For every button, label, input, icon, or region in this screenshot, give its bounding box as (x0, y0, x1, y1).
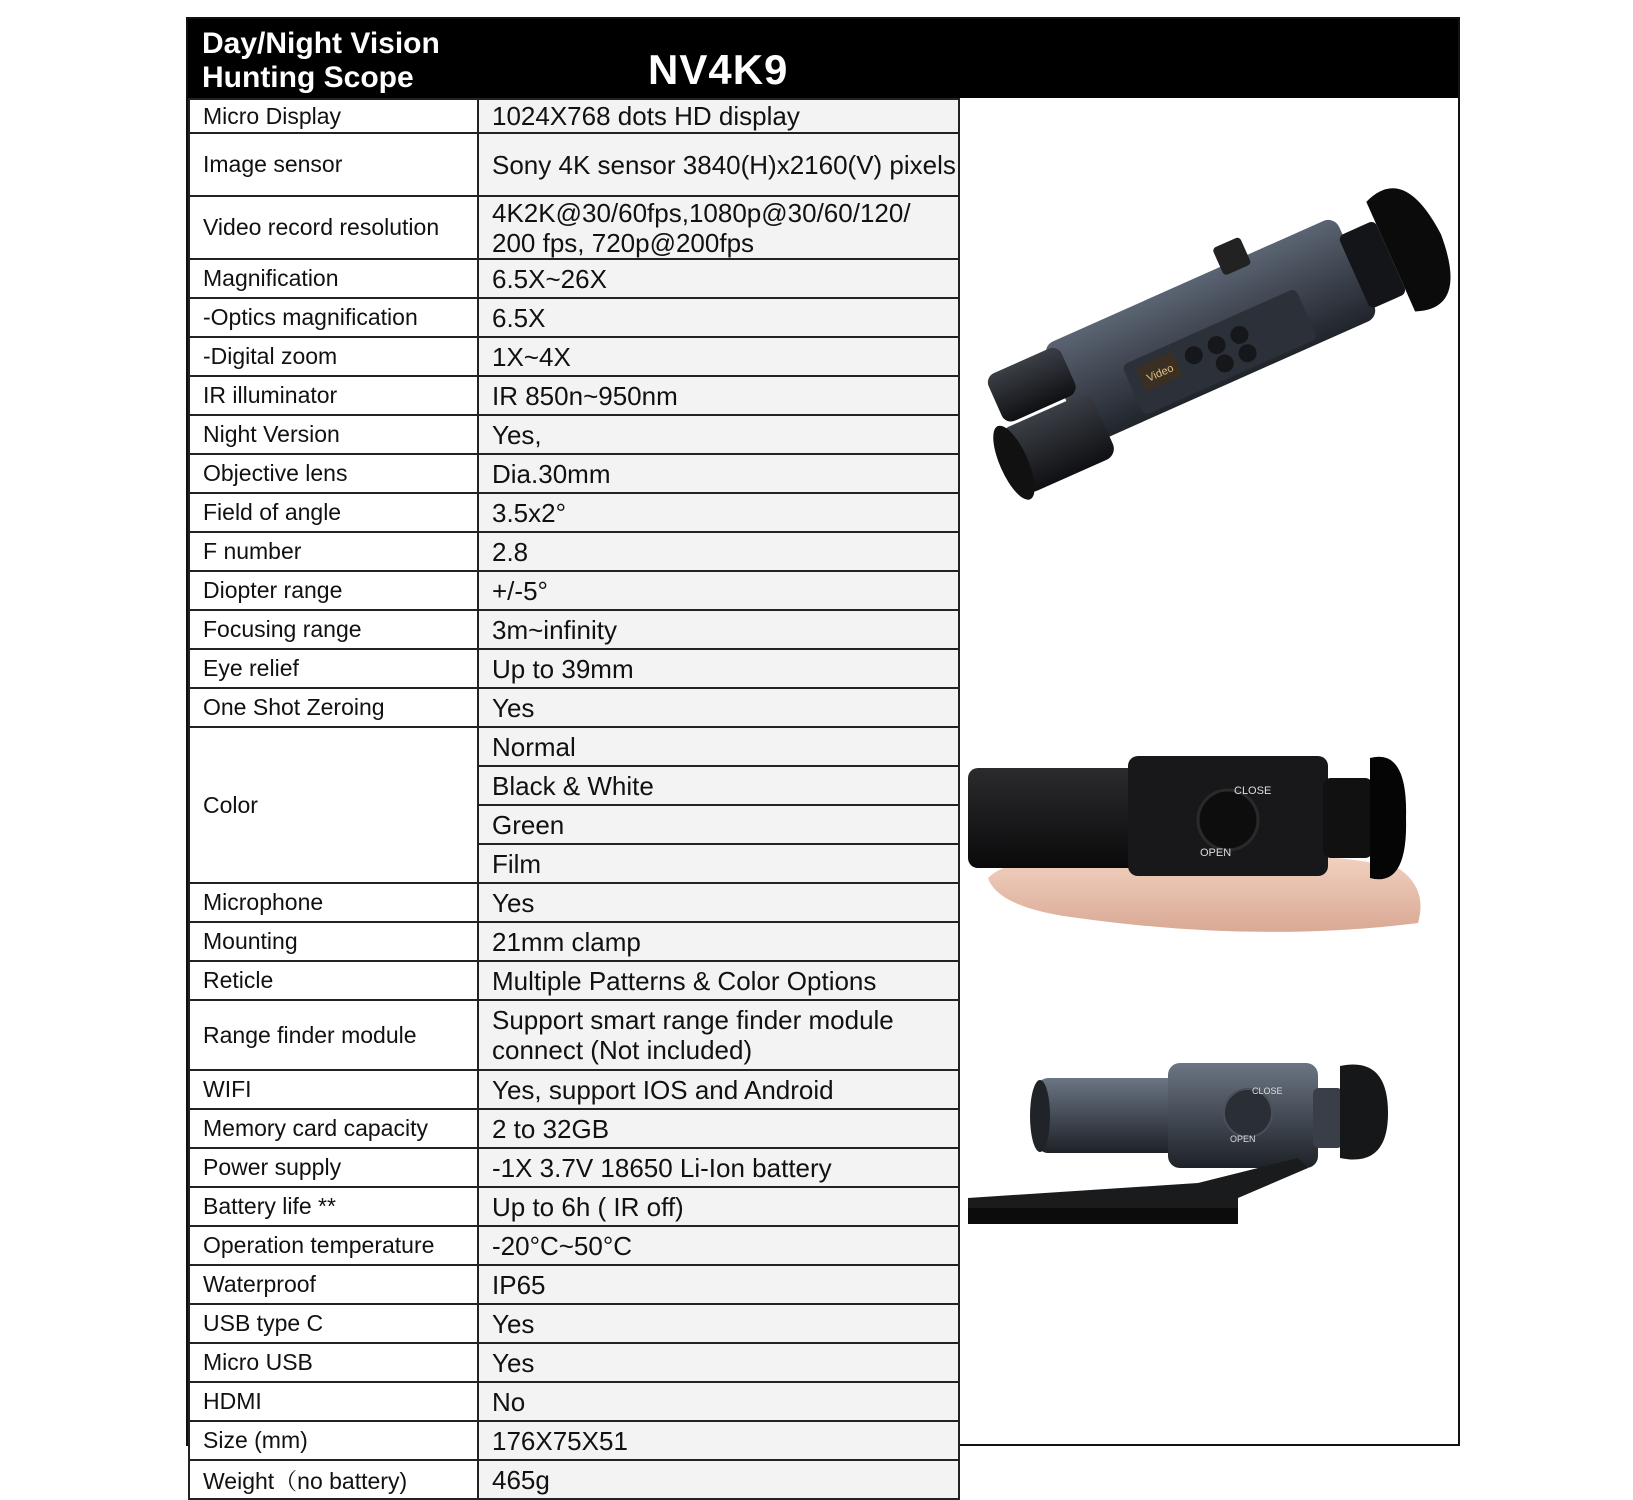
spec-row (189, 1265, 959, 1304)
picatinny-base (968, 1208, 1238, 1224)
dial-close-label: CLOSE (1234, 785, 1272, 797)
spec-label: Color (189, 727, 478, 883)
spec-row (189, 415, 959, 454)
spec-row (189, 532, 959, 571)
spec-label: Image sensor (189, 133, 478, 196)
spec-row (189, 133, 959, 196)
spec-label: Operation temperature (189, 1226, 478, 1265)
spec-label: Waterproof (189, 1265, 478, 1304)
dial-open-label: OPEN (1200, 847, 1232, 859)
spec-row (189, 1304, 959, 1343)
spec-label: Battery life ** (189, 1187, 478, 1226)
lens-barrel (1038, 1078, 1178, 1153)
scope-photo-in-hand (958, 728, 1458, 958)
spec-row-color (189, 727, 959, 766)
spec-value: Up to 6h ( IR off) (478, 1187, 959, 1226)
spec-value-color-option: Green (478, 805, 959, 844)
spec-label: Range finder module (189, 1000, 478, 1070)
spec-label: HDMI (189, 1382, 478, 1421)
product-photos (958, 98, 1458, 1446)
spec-label: Weight（no battery) (189, 1460, 478, 1499)
battery-cap-dial (1198, 790, 1258, 850)
spec-row (189, 259, 959, 298)
spec-row (189, 922, 959, 961)
spec-value: Support smart range finder module connect (Not included) (478, 1000, 959, 1070)
spec-row (189, 1000, 959, 1070)
spec-value: IP65 (478, 1265, 959, 1304)
spec-label: Microphone (189, 883, 478, 922)
spec-row (189, 610, 959, 649)
spec-row (189, 337, 959, 376)
spec-value: Dia.30mm (478, 454, 959, 493)
spec-label: -Optics magnification (189, 298, 478, 337)
spec-value: 1024X768 dots HD display (478, 99, 959, 133)
spec-value: Sony 4K sensor 3840(H)x2160(V) pixels (478, 133, 959, 196)
spec-value: 4K2K@30/60fps,1080p@30/60/120/ 200 fps, 720p@200fps (478, 196, 959, 259)
model-name: NV4K9 (648, 46, 789, 93)
spec-value: 2 to 32GB (478, 1109, 959, 1148)
spec-label: Magnification (189, 259, 478, 298)
spec-value: 21mm clamp (478, 922, 959, 961)
spec-value: -1X 3.7V 18650 Li-Ion battery (478, 1148, 959, 1187)
spec-value: Yes, (478, 415, 959, 454)
spec-label: Power supply (189, 1148, 478, 1187)
spec-label: Video record resolution (189, 196, 478, 259)
spec-label: IR illuminator (189, 376, 478, 415)
spec-value: 176X75X51 (478, 1421, 959, 1460)
spec-label: Focusing range (189, 610, 478, 649)
spec-label: Eye relief (189, 649, 478, 688)
spec-value: Yes, support IOS and Android (478, 1070, 959, 1109)
spec-value: 3m~infinity (478, 610, 959, 649)
spec-sheet (186, 17, 1460, 1495)
spec-row (189, 454, 959, 493)
spec-label: USB type C (189, 1304, 478, 1343)
spec-label: Night Version (189, 415, 478, 454)
spec-label: F number (189, 532, 478, 571)
spec-value-color-option: Normal (478, 727, 959, 766)
spec-row (189, 571, 959, 610)
spec-row (189, 99, 959, 133)
spec-value: IR 850n~950nm (478, 376, 959, 415)
spec-value: Yes (478, 688, 959, 727)
spec-row (189, 1382, 959, 1421)
spec-value: Yes (478, 883, 959, 922)
spec-label: Field of angle (189, 493, 478, 532)
spec-label: Reticle (189, 961, 478, 1000)
spec-label: Micro Display (189, 99, 478, 133)
spec-label: Size (mm) (189, 1421, 478, 1460)
lens-barrel (968, 768, 1138, 868)
spec-row (189, 1460, 959, 1499)
spec-row (189, 1070, 959, 1109)
spec-row (189, 298, 959, 337)
spec-value: 1X~4X (478, 337, 959, 376)
spec-value: -20°C~50°C (478, 1226, 959, 1265)
spec-row (189, 1226, 959, 1265)
spec-label: Mounting (189, 922, 478, 961)
scope-photo-mounted (968, 1058, 1448, 1248)
ocular-ring (1323, 778, 1373, 858)
spec-row (189, 196, 959, 259)
spec-row (189, 883, 959, 922)
spec-label: -Digital zoom (189, 337, 478, 376)
spec-row (189, 1187, 959, 1226)
spec-row (189, 649, 959, 688)
spec-row (189, 493, 959, 532)
spec-value: +/-5° (478, 571, 959, 610)
spec-value: Yes (478, 1343, 959, 1382)
spec-label: Memory card capacity (189, 1109, 478, 1148)
objective-lens (1030, 1080, 1050, 1152)
battery-cap-dial (1224, 1089, 1272, 1137)
spec-value: No (478, 1382, 959, 1421)
spec-row (189, 1148, 959, 1187)
spec-row (189, 961, 959, 1000)
product-type-title (202, 27, 440, 95)
spec-value: Up to 39mm (478, 649, 959, 688)
header-bar (188, 19, 1458, 98)
dial-close-label: CLOSE (1252, 1086, 1283, 1096)
spec-row (189, 1343, 959, 1382)
spec-value-color-option: Black & White (478, 766, 959, 805)
video-button-label: Video (1145, 362, 1176, 385)
spec-row (189, 1109, 959, 1148)
spec-label: WIFI (189, 1070, 478, 1109)
spec-value: Yes (478, 1304, 959, 1343)
spec-row (189, 688, 959, 727)
spec-label: Micro USB (189, 1343, 478, 1382)
eyecup-shape (1370, 757, 1406, 880)
spec-value: 2.8 (478, 532, 959, 571)
spec-table (188, 98, 960, 1500)
spec-value: 465g (478, 1460, 959, 1499)
spec-value-color-option: Film (478, 844, 959, 883)
dial-open-label: OPEN (1230, 1134, 1256, 1144)
spec-label: Objective lens (189, 454, 478, 493)
scope-photo-top-view (958, 158, 1458, 518)
spec-value: Multiple Patterns & Color Options (478, 961, 959, 1000)
spec-value: 3.5x2° (478, 493, 959, 532)
product-type-line-1: Day/Night Vision (202, 27, 440, 60)
eyecup-shape (1340, 1065, 1388, 1160)
spec-value: 6.5X~26X (478, 259, 959, 298)
spec-label: One Shot Zeroing (189, 688, 478, 727)
spec-value: 6.5X (478, 298, 959, 337)
spec-label: Diopter range (189, 571, 478, 610)
spec-row (189, 376, 959, 415)
product-type-line-2: Hunting Scope (202, 61, 414, 94)
ocular-ring (1313, 1088, 1343, 1148)
spec-row (189, 1421, 959, 1460)
